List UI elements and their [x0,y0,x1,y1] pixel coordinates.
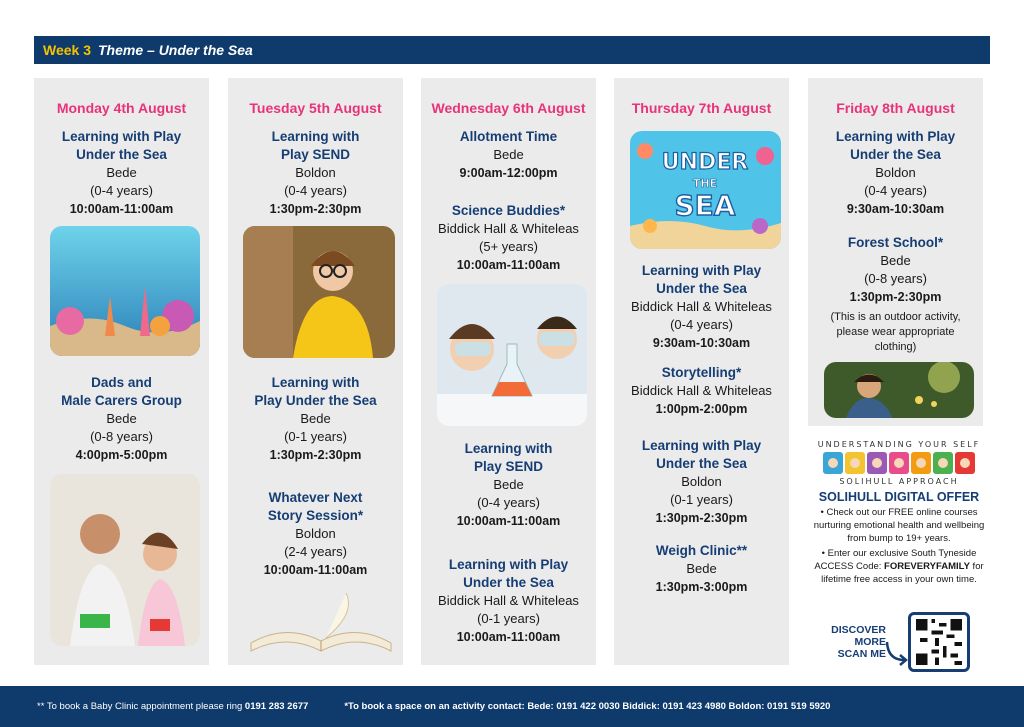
father-child-image [50,474,200,646]
event-age: (0-1 years) [477,611,540,626]
offer-bullet: • Enter our exclusive South Tyneside ACCESS Code: FOREVERYFAMILY for lifetime free access in your own time. [814,548,984,585]
event-age: (0-1 years) [284,429,347,444]
wednesday-column [421,78,596,665]
event-time: 4:00pm-5:00pm [75,448,168,462]
event-title: Under the Sea [76,147,167,162]
event-time: 9:30am-10:30am [652,336,751,350]
monday-column [34,78,209,665]
event-title: Dads and [91,375,152,390]
event-venue: Bede [106,165,137,180]
event [228,489,403,579]
face-icon [889,452,909,474]
day-heading: Tuesday 5th August [249,100,382,116]
event-title: Learning with [271,375,360,390]
event-venue: Boldon [875,165,916,180]
baby-clinic-phone: 0191 283 2677 [244,701,309,712]
event-time: 1:30pm-2:30pm [269,448,362,462]
event [421,440,596,530]
qr-code[interactable] [908,612,970,672]
week-header [34,36,990,64]
event [421,128,596,182]
science-children-image [437,284,587,426]
event-time: 1:30pm-2:30pm [655,511,748,525]
discover-more-text: DISCOVER MORE SCAN ME [831,624,886,660]
child-forest-image [824,362,974,418]
offer-title: SOLIHULL DIGITAL OFFER [818,490,980,504]
event-title: Learning with Play [61,129,182,144]
event-note: (This is an outdoor activity, please wear appropriate clothing) [830,311,961,353]
image-text: SEA [674,189,736,222]
event [614,437,789,527]
day-heading: Wednesday 6th August [431,100,586,116]
tuesday-column [228,78,403,665]
face-icon [867,452,887,474]
event [808,128,983,218]
face-icon [933,452,953,474]
offer-bullet: • Check out our FREE online courses nurturing emotional health and wellbeing from bump to 19+ years. [813,507,985,544]
image-text: THE [692,177,718,190]
event-title: Allotment Time [459,129,558,144]
event-title: Under the Sea [656,456,747,471]
event-title: Learning with Play [641,438,762,453]
event [34,374,209,464]
event-time: 1:30pm-3:00pm [655,580,748,594]
solihull-faces-logo [808,452,990,474]
event-age: (2-4 years) [284,544,347,559]
event-venue: Biddick Hall & Whiteleas [631,383,772,398]
face-icon [911,452,931,474]
event-time: 10:00am-11:00am [456,514,561,528]
event-venue: Biddick Hall & Whiteleas [438,221,579,236]
thursday-column [614,78,789,665]
event [614,364,789,418]
event-title: Under the Sea [850,147,941,162]
event-age: (0-4 years) [90,183,153,198]
under-the-sea-image [630,131,781,249]
event-age: (0-1 years) [670,492,733,507]
event-age: (5+ years) [479,239,538,254]
event-venue: Bede [106,411,137,426]
event-time: 10:00am-11:00am [69,202,174,216]
solihull-logo-top: UNDERSTANDING YOUR SELF [817,440,981,449]
event-title: Storytelling* [661,365,742,380]
face-icon [823,452,843,474]
event-time: 1:30pm-2:30pm [269,202,362,216]
friday-column [808,78,983,426]
face-icon [845,452,865,474]
event-venue: Boldon [295,165,336,180]
event-time: 10:00am-11:00am [456,258,561,272]
event-time: 10:00am-11:00am [456,630,561,644]
event-age: (0-8 years) [90,429,153,444]
child-climbing-image [243,226,395,358]
event-venue: Bede [880,253,911,268]
event-title: Under the Sea [656,281,747,296]
face-icon [955,452,975,474]
event-title: Forest School* [847,235,944,250]
event [421,556,596,646]
event-title: Story Session* [267,508,364,523]
event-time: 1:30pm-2:30pm [849,290,942,304]
event-venue: Boldon [295,526,336,541]
event-title: Learning with Play [641,263,762,278]
footer-bar [0,686,1024,727]
event-title: Play SEND [473,459,544,474]
solihull-logo-bottom: SOLIHULL APPROACH [839,477,959,486]
event [614,542,789,596]
qr-code-icon [915,619,963,665]
event-age: (0-4 years) [864,183,927,198]
event-age: (0-4 years) [284,183,347,198]
event-title: Learning with Play [448,557,569,572]
activity-contact-info: *To book a space on an activity contact: Bede: 0191 422 0030 Biddick: 0191 423 4980 Boldon: 0191 519 5920 [344,701,831,712]
event-venue: Biddick Hall & Whiteleas [438,593,579,608]
event-title: Learning with [271,129,360,144]
event-title: Under the Sea [463,575,554,590]
event [228,128,403,218]
event-title: Male Carers Group [61,393,182,408]
event-age: (0-8 years) [864,271,927,286]
image-text: UNDER [661,150,749,175]
event-venue: Bede [686,561,717,576]
arrow-icon [884,638,910,666]
event-venue: Bede [300,411,331,426]
week-label: Week 3 [43,42,91,58]
event-age: (0-4 years) [477,495,540,510]
event-time: 1:00pm-2:00pm [655,402,748,416]
event [808,234,983,355]
baby-clinic-info: ** To book a Baby Clinic appointment please ring 0191 283 2677 [37,701,309,712]
day-heading: Friday 8th August [836,100,955,116]
day-heading: Thursday 7th August [631,100,772,116]
event [614,262,789,352]
event [228,374,403,464]
event-venue: Boldon [681,474,722,489]
event-title: Whatever Next [268,490,363,505]
day-heading: Monday 4th August [56,100,187,116]
event-time: 9:30am-10:30am [846,202,945,216]
theme-label: Theme – Under the Sea [98,42,253,58]
event-title: Learning with [464,441,553,456]
event-age: (0-4 years) [670,317,733,332]
event-time: 9:00am-12:00pm [459,166,558,180]
event [421,202,596,274]
event-time: 10:00am-11:00am [263,563,368,577]
underwater-coral-image [50,226,200,356]
access-code: FOREVERYFAMILY [884,561,970,572]
open-book-icon [246,583,396,655]
solihull-offer [808,440,990,586]
event-title: Learning with Play [835,129,956,144]
event-title: Play Under the Sea [254,393,377,408]
event-venue: Bede [493,147,524,162]
event [34,128,209,218]
event-venue: Bede [493,477,524,492]
event-venue: Biddick Hall & Whiteleas [631,299,772,314]
event-title: Weigh Clinic** [655,543,748,558]
event-title: Science Buddies* [451,203,566,218]
event-title: Play SEND [280,147,351,162]
